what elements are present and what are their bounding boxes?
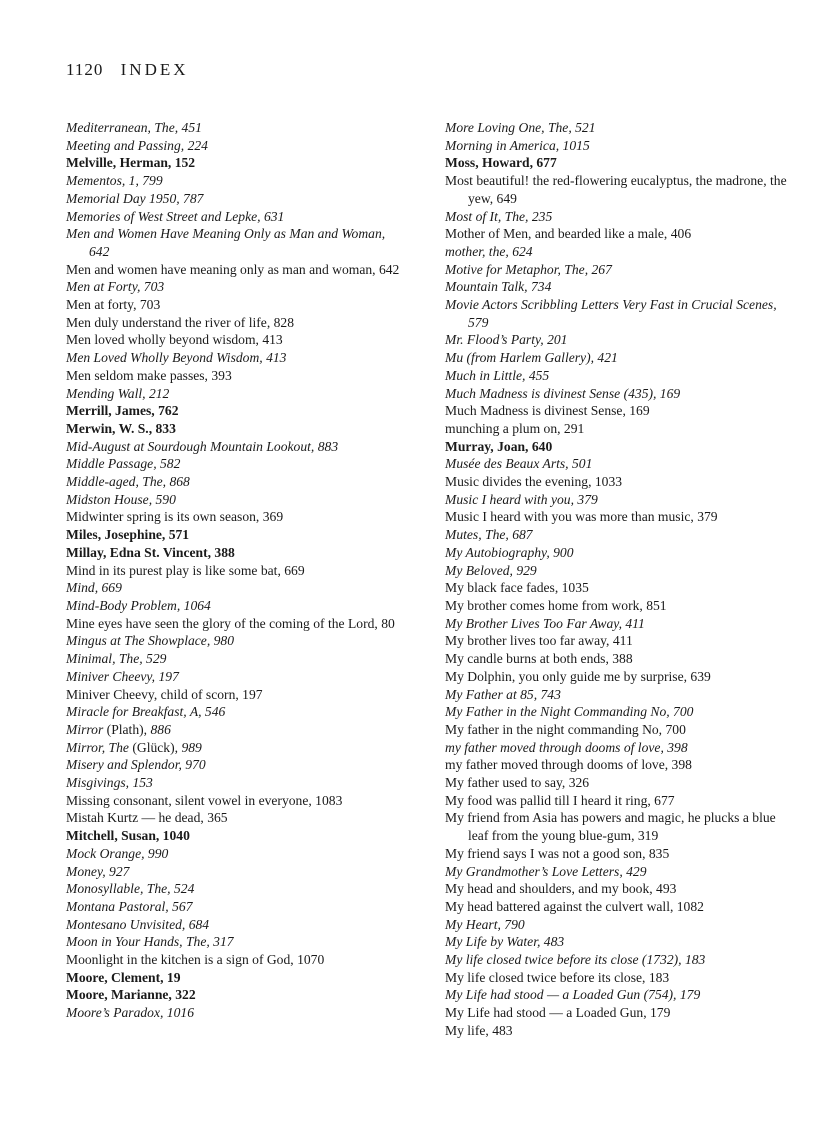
index-entry: My head and shoulders, and my book, 493: [445, 881, 677, 897]
index-entry: Mistah Kurtz — he dead, 365: [66, 810, 228, 826]
index-entry: Mr. Flood’s Party, 201: [445, 332, 568, 348]
index-entry: My father in the night commanding No, 700: [445, 721, 686, 737]
index-entry: My Beloved, 929: [445, 562, 537, 578]
index-entry: Montana Pastoral, 567: [66, 898, 193, 914]
index-entry: Mother of Men, and bearded like a male, 406: [445, 226, 692, 242]
index-entry: Men and women have meaning only as man and woman, 642: [66, 261, 400, 277]
index-entry: My head battered against the culvert wall, 1082: [445, 898, 704, 914]
index-entry: mother, the, 624: [445, 243, 533, 259]
index-entry: My brother comes home from work, 851: [445, 597, 667, 613]
index-entry: Mind, 669: [66, 580, 122, 596]
index-entry: Music divides the evening, 1033: [445, 474, 623, 490]
index-entry: Motive for Metaphor, The, 267: [445, 261, 612, 277]
index-entry: My food was pallid till I heard it ring, 677: [445, 792, 675, 808]
index-entry: Midwinter spring is its own season, 369: [66, 509, 284, 525]
index-entry: My father used to say, 326: [445, 775, 590, 791]
entry-page: 886: [150, 721, 171, 737]
index-entry: Men loved wholly beyond wisdom, 413: [66, 332, 283, 348]
page-number: 1120: [66, 60, 104, 79]
index-entry: Meeting and Passing, 224: [66, 137, 208, 153]
index-entry: Men Loved Wholly Beyond Wisdom, 413: [66, 350, 287, 366]
index-entry: Mu (from Harlem Gallery), 421: [445, 350, 618, 366]
index-entry: Movie Actors Scribbling Letters Very Fast in Crucial Scenes, 579: [445, 297, 777, 330]
index-entry: Men at forty, 703: [66, 297, 161, 313]
index-entry: Mind in its purest play is like some bat, 669: [66, 562, 305, 578]
index-entry: Much in Little, 455: [445, 367, 550, 383]
index-entry: Morning in America, 1015: [445, 137, 590, 153]
index-entry: Mountain Talk, 734: [445, 279, 552, 295]
index-entry: Mitchell, Susan, 1040: [66, 828, 190, 844]
index-entry: My black face fades, 1035: [445, 580, 589, 596]
index-entry: My life, 483: [445, 1022, 513, 1038]
index-entry: My brother lives too far away, 411: [445, 633, 633, 649]
index-entry: Memorial Day 1950, 787: [66, 190, 204, 206]
entry-title: Mirror, The: [66, 739, 129, 755]
index-entry: Middle-aged, The, 868: [66, 474, 190, 490]
index-entry: My Life had stood — a Loaded Gun, 179: [445, 1005, 671, 1021]
index-entry: My Father at 85, 743: [445, 686, 561, 702]
index-entry: My Father in the Night Commanding No, 700: [445, 704, 694, 720]
index-entry: Missing consonant, silent vowel in everyone, 1083: [66, 792, 343, 808]
index-entry: My friend from Asia has powers and magic, he plucks a blue leaf from the young blue-gum, 319: [445, 810, 776, 844]
index-entry: Men and Women Have Meaning Only as Man and Woman, 642: [66, 226, 386, 259]
index-entry: Monosyllable, The, 524: [66, 881, 195, 897]
index-entry: Men duly understand the river of life, 828: [66, 314, 295, 330]
index-entry: my father moved through dooms of love, 398: [445, 757, 692, 773]
index-entry: More Loving One, The, 521: [445, 120, 596, 135]
index-entry: Mid-August at Sourdough Mountain Lookout, 883: [66, 438, 339, 454]
index-entry: Memories of West Street and Lepke, 631: [66, 208, 285, 224]
index-entry: Much Madness is divinest Sense (435), 169: [445, 385, 681, 401]
index-entry: My candle burns at both ends, 388: [445, 651, 633, 667]
index-entry: Middle Passage, 582: [66, 456, 181, 472]
index-entry: My life closed twice before its close, 183: [445, 969, 670, 985]
index-entry: [66, 721, 402, 739]
page-header: [66, 60, 189, 80]
index-entry: Minimal, The, 529: [66, 651, 167, 667]
index-entry: Merrill, James, 762: [66, 403, 179, 419]
index-entry: Merwin, W. S., 833: [66, 420, 176, 436]
index-entry: Mine eyes have seen the glory of the coming of the Lord, 80: [66, 615, 395, 631]
index-entry: Moore’s Paradox, 1016: [66, 1005, 194, 1021]
index-entry: My friend says I was not a good son, 835: [445, 845, 670, 861]
index-entry: Moss, Howard, 677: [445, 155, 557, 171]
entry-note: (Plath),: [103, 721, 151, 737]
index-entry: Musée des Beaux Arts, 501: [445, 456, 593, 472]
index-entry: Most of It, The, 235: [445, 208, 553, 224]
index-entry: Montesano Unvisited, 684: [66, 916, 210, 932]
index-entry: Miniver Cheevy, child of scorn, 197: [66, 686, 263, 702]
index-entry: Murray, Joan, 640: [445, 438, 553, 454]
index-entry: My Grandmother’s Love Letters, 429: [445, 863, 647, 879]
index-entry: Millay, Edna St. Vincent, 388: [66, 544, 235, 560]
index-entry: Music I heard with you was more than music, 379: [445, 509, 718, 525]
index-entry: my father moved through dooms of love, 398: [445, 739, 688, 755]
index-entry: Misgivings, 153: [66, 775, 153, 791]
index-entry: My Dolphin, you only guide me by surprise, 639: [445, 668, 711, 684]
entry-page: 989: [181, 739, 202, 755]
index-entry: Money, 927: [66, 863, 130, 879]
index-entry: Moore, Clement, 19: [66, 969, 181, 985]
entry-title: Mirror: [66, 721, 104, 737]
entry-note: (Glück),: [128, 739, 182, 755]
index-entry: Moon in Your Hands, The, 317: [66, 934, 234, 950]
index-entry: Mind-Body Problem, 1064: [66, 597, 211, 613]
index-entry: My Brother Lives Too Far Away, 411: [445, 615, 645, 631]
index-entry: Miles, Josephine, 571: [66, 527, 190, 543]
index-column-left: [66, 119, 402, 1022]
index-entry: My life closed twice before its close (1732), 183: [445, 952, 706, 968]
index-entry: Moonlight in the kitchen is a sign of God, 1070: [66, 952, 325, 968]
index-entry: Mediterranean, The, 451: [66, 120, 202, 135]
index-entry: Miniver Cheevy, 197: [66, 668, 179, 684]
index-entry: Music I heard with you, 379: [445, 491, 598, 507]
index-entry: munching a plum on, 291: [445, 420, 585, 436]
index-entry: Mementos, 1, 799: [66, 173, 163, 189]
index-entry: Misery and Splendor, 970: [66, 757, 206, 773]
index-entry: My Life by Water, 483: [445, 934, 565, 950]
index-entry: Men at Forty, 703: [66, 279, 165, 295]
index-entry: Moore, Marianne, 322: [66, 987, 196, 1003]
index-entry: Much Madness is divinest Sense, 169: [445, 403, 650, 419]
index-column-right: [445, 119, 790, 1040]
index-entry: Mutes, The, 687: [445, 527, 533, 543]
index-entry: Most beautiful! the red-flowering eucalyptus, the madrone, the yew, 649: [445, 173, 787, 206]
running-title: INDEX: [120, 60, 189, 79]
index-entry: Melville, Herman, 152: [66, 155, 196, 171]
index-entry: My Heart, 790: [445, 916, 525, 932]
index-entry: Mock Orange, 990: [66, 845, 169, 861]
index-entry: My Life had stood — a Loaded Gun (754), 179: [445, 987, 701, 1003]
index-entry: Midston House, 590: [66, 491, 176, 507]
index-entry: Men seldom make passes, 393: [66, 367, 232, 383]
index-entry: Miracle for Breakfast, A, 546: [66, 704, 226, 720]
index-entry: Mingus at The Showplace, 980: [66, 633, 235, 649]
index-entry: [66, 739, 402, 757]
index-entry: My Autobiography, 900: [445, 544, 574, 560]
index-entry: Mending Wall, 212: [66, 385, 170, 401]
